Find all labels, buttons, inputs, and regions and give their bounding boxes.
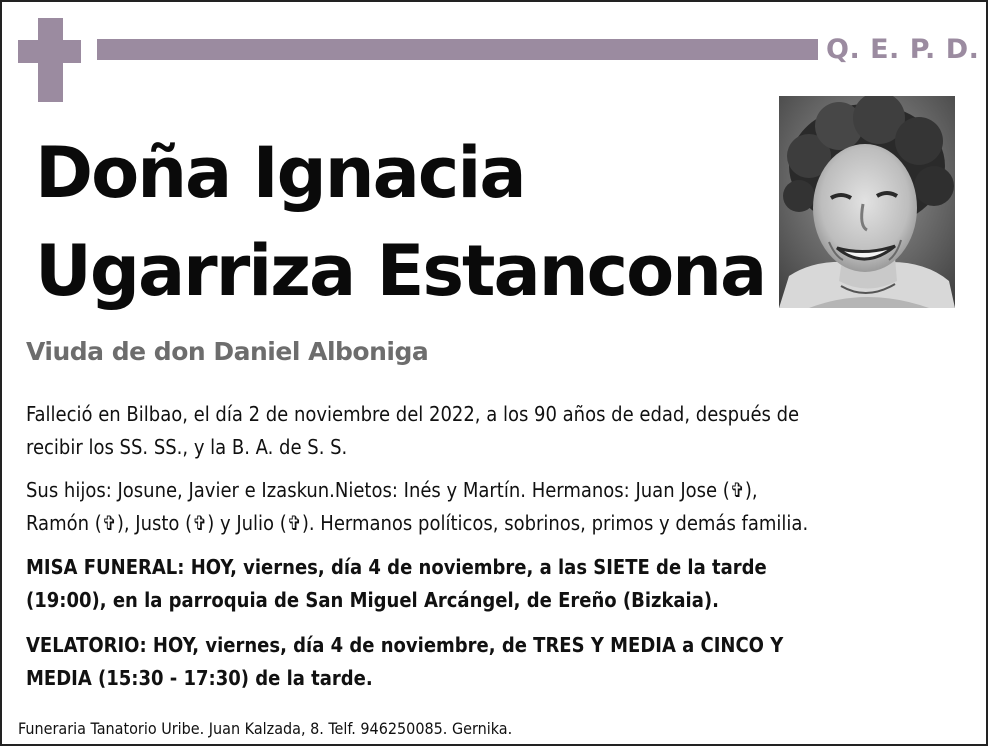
funeral-line: MISA FUNERAL: HOY, viernes, día 4 de noviembre, a las SIETE de la tarde <box>26 555 767 579</box>
family-line: Sus hijos: Josune, Javier e Izaskun.Nietos: Inés y Martín. Hermanos: Juan Jose (✞), <box>26 478 758 502</box>
death-notice-paragraph <box>26 398 956 464</box>
wake-line: MEDIA (15:30 - 17:30) de la tarde. <box>26 666 373 690</box>
deceased-name-line2: Ugarriza Estancona <box>35 230 766 312</box>
funeral-paragraph <box>26 551 956 617</box>
family-paragraph <box>26 474 956 540</box>
header-rule <box>97 39 818 60</box>
funeral-line: (19:00), en la parroquia de San Miguel Arcángel, de Ereño (Bizkaia). <box>26 588 719 612</box>
wake-paragraph <box>26 629 956 695</box>
funeral-home-footer: Funeraria Tanatorio Uribe. Juan Kalzada, 8. Telf. 946250085. Gernika. <box>18 719 513 738</box>
qepd-heading: Q. E. P. D. <box>826 34 980 65</box>
death-notice-line: recibir los SS. SS., y la B. A. de S. S. <box>26 435 348 459</box>
death-notice-line: Falleció en Bilbao, el día 2 de noviembre del 2022, a los 90 años de edad, después de <box>26 402 800 426</box>
family-line: Ramón (✞), Justo (✞) y Julio (✞). Hermanos políticos, sobrinos, primos y demás familia. <box>26 511 809 535</box>
deceased-name-line1: Doña Ignacia <box>35 132 525 214</box>
portrait-photo <box>779 96 955 308</box>
deceased-subtitle: Viuda de don Daniel Alboniga <box>26 337 429 366</box>
wake-line: VELATORIO: HOY, viernes, día 4 de noviembre, de TRES Y MEDIA a CINCO Y <box>26 633 784 657</box>
